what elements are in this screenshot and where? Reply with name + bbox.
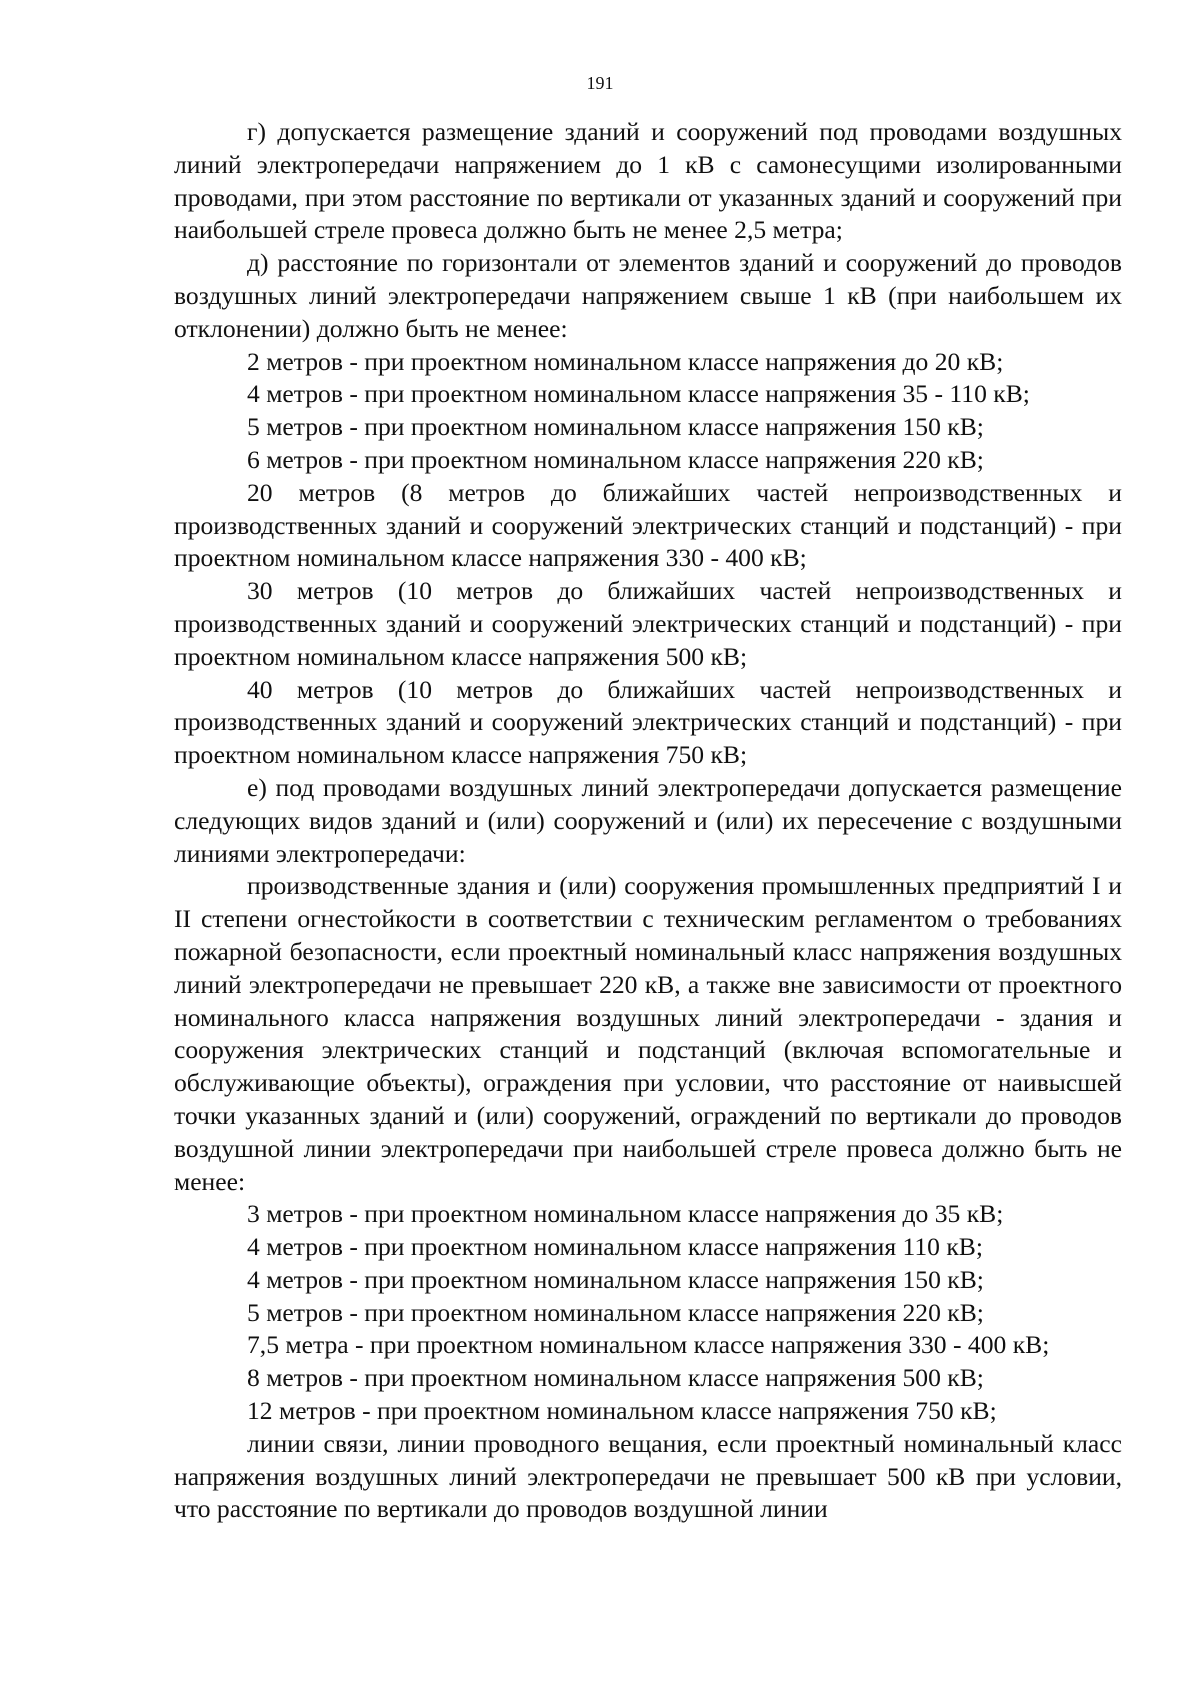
list-item-vertical-distance: 4 метров - при проектном номинальном классе напряжения 150 кВ; <box>247 1264 984 1294</box>
list-item-vertical-distance: 8 метров - при проектном номинальном классе напряжения 500 кВ; <box>247 1363 984 1393</box>
paragraph-e-allowed-placement: е) под проводами воздушных линий электропередачи допускается размещение следующих видов зданий и (или) сооружений и (или) их пересечение с воздушными линиями электропередачи: <box>174 772 1122 868</box>
paragraph-distance-500kv: 30 метров (10 метров до ближайших частей непроизводственных и производственных зданий и сооружений электрических станций и подстанций) - при проектном номинальном классе напряжения 500 кВ; <box>174 576 1122 671</box>
paragraph-distance-750kv: 40 метров (10 метров до ближайших частей непроизводственных и производственных зданий и сооружений электрических станций и подстанций) - при проектном номинальном классе напряжения 750 кВ; <box>174 674 1122 770</box>
list-item-vertical-distance: 5 метров - при проектном номинальном классе напряжения 220 кВ; <box>247 1297 984 1327</box>
list-item-vertical-distance: 12 метров - при проектном номинальном классе напряжения 750 кВ; <box>247 1396 997 1426</box>
list-item-vertical-distance: 4 метров - при проектном номинальном классе напряжения 110 кВ; <box>247 1232 983 1262</box>
list-item-vertical-distance: 3 метров - при проектном номинальном классе напряжения до 35 кВ; <box>247 1199 1004 1229</box>
list-item-distance: 6 метров - при проектном номинальном классе напряжения 220 кВ; <box>247 444 984 474</box>
paragraph-distance-330-400kv: 20 метров (8 метров до ближайших частей непроизводственных и производственных зданий и сооружений электрических станций и подстанций) - при проектном номинальном классе напряжения 330 - 400 кВ; <box>174 477 1122 573</box>
document-body <box>174 116 1122 1526</box>
page-number: 191 <box>586 73 614 93</box>
list-item-distance: 2 метров - при проектном номинальном классе напряжения до 20 кВ; <box>247 346 1004 376</box>
paragraph-g-buildings-under-low-voltage: г) допускается размещение зданий и сооружений под проводами воздушных линий электропередачи напряжением до 1 кВ с самонесущими изолированными проводами, при этом расстояние по вертикали от указанных зданий и сооружений при наибольшей стреле провеса должно быть не менее 2,5 метра; <box>174 117 1122 245</box>
list-item-distance: 4 метров - при проектном номинальном классе напряжения 35 - 110 кВ; <box>247 379 1030 409</box>
paragraph-d-horizontal-distance: д) расстояние по горизонтали от элементов зданий и сооружений до проводов воздушных линий электропередачи напряжением свыше 1 кВ (при наибольшем их отклонении) должно быть не менее: <box>174 248 1122 343</box>
paragraph-industrial-buildings: производственные здания и (или) сооружения промышленных предприятий I и II степени огнестойкости в соответствии с техническим регламентом о требованиях пожарной безопасности, если проектный номинальный класс напряжения воздушных линий электропередачи не превышает 220 кВ, а также вне зависимости от проектного номинального класса напряжения воздушных линий электропередачи - здания и сооружения электрических станций и подстанций (включая вспомогательные и обслуживающие объекты), ограждения при условии, что расстояние от наивысшей точки указанных зданий и (или) сооружений, ограждений по вертикали до проводов воздушной линии электропередачи при наибольшей стреле провеса должно быть не менее: <box>174 871 1122 1196</box>
list-item-vertical-distance: 7,5 метра - при проектном номинальном классе напряжения 330 - 400 кВ; <box>247 1330 1050 1360</box>
list-item-distance: 5 метров - при проектном номинальном классе напряжения 150 кВ; <box>247 412 984 442</box>
paragraph-communication-lines: линии связи, линии проводного вещания, если проектный номинальный класс напряжения воздушных линий электропередачи не превышает 500 кВ при условии, что расстояние по вертикали до проводов воздушной линии <box>174 1428 1122 1524</box>
